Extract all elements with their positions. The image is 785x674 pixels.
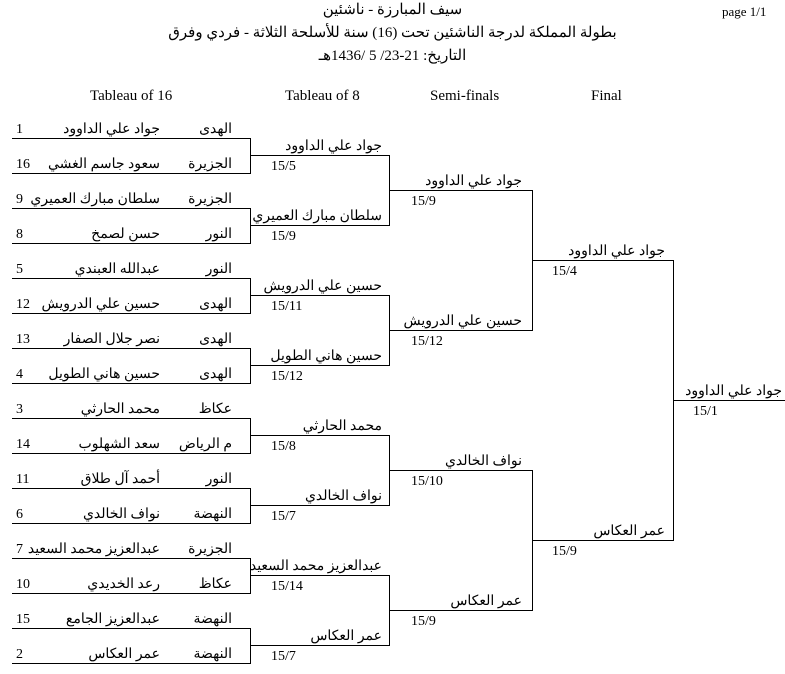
final-winner: جواد علي الداوود <box>568 244 665 259</box>
t16-club: عكاظ <box>198 402 232 417</box>
final-line <box>533 540 673 541</box>
t16-club: الجزيرة <box>188 192 232 207</box>
t16-seed: 2 <box>16 647 23 662</box>
t16-name: نواف الخالدي <box>82 507 160 522</box>
t16-name: محمد الحارثي <box>80 402 160 417</box>
t16-seed: 1 <box>16 122 23 137</box>
t16-line <box>12 628 250 629</box>
t16-club: عكاظ <box>198 577 232 592</box>
t8-score: 15/9 <box>271 229 296 244</box>
t16-club: الهدى <box>199 367 232 382</box>
t16-name: عمر العكاس <box>88 647 160 662</box>
t8-winner: محمد الحارثي <box>302 419 382 434</box>
semifinal-winner: عمر العكاس <box>450 594 522 609</box>
t16-seed: 11 <box>16 472 30 487</box>
t16-name: حسين علي الدرويش <box>41 297 160 312</box>
t16-seed: 5 <box>16 262 23 277</box>
t16-seed: 13 <box>16 332 30 347</box>
t16-seed: 12 <box>16 297 30 312</box>
date-line: التاريخ: 21-23/ 5 /1436هـ <box>318 48 467 64</box>
t16-club: النهضة <box>193 612 232 627</box>
t16-name: أحمد آل طلاق <box>80 472 160 487</box>
semifinal-score: 15/12 <box>411 334 443 349</box>
semifinal-score: 15/9 <box>411 614 436 629</box>
t16-line <box>12 418 250 419</box>
t16-name: حسين هاني الطويل <box>48 367 160 382</box>
t16-connector <box>250 138 251 174</box>
t8-score: 15/5 <box>271 159 296 174</box>
t16-seed: 6 <box>16 507 23 522</box>
t16-seed: 15 <box>16 612 30 627</box>
t16-club: النور <box>205 227 232 242</box>
t16-connector <box>250 278 251 314</box>
semifinal-score: 15/10 <box>411 474 443 489</box>
t16-connector <box>250 488 251 524</box>
t16-line <box>12 558 250 559</box>
t16-club: م الرياض <box>178 437 232 452</box>
semifinal-winner: جواد علي الداوود <box>425 174 522 189</box>
t8-score: 15/7 <box>271 649 296 664</box>
t8-winner: عبدالعزيز محمد السعيد <box>249 559 382 574</box>
semifinal-line <box>390 610 532 611</box>
t8-winner: حسين علي الدرويش <box>263 279 382 294</box>
t16-name: رعد الخديدي <box>87 577 160 592</box>
t16-seed: 3 <box>16 402 23 417</box>
t16-line <box>12 313 250 314</box>
t8-winner: نواف الخالدي <box>304 489 382 504</box>
t16-seed: 9 <box>16 192 23 207</box>
final-score: 15/4 <box>552 264 577 279</box>
column-header-final: Final <box>591 88 622 104</box>
t16-name: جواد علي الداوود <box>63 122 160 137</box>
t16-seed: 8 <box>16 227 23 242</box>
t8-score: 15/8 <box>271 439 296 454</box>
t8-score: 15/7 <box>271 509 296 524</box>
t16-line <box>12 348 250 349</box>
t16-club: الهدى <box>199 332 232 347</box>
t16-name: سلطان مبارك العميري <box>30 192 160 207</box>
t16-club: الهدى <box>199 297 232 312</box>
t16-line <box>12 208 250 209</box>
t16-name: سعود جاسم الغشي <box>48 157 160 172</box>
t16-line <box>12 523 250 524</box>
final-winner: عمر العكاس <box>593 524 665 539</box>
t16-name: عبدالله العبندي <box>74 262 160 277</box>
t8-line <box>251 505 389 506</box>
champion-name: جواد علي الداوود <box>685 384 782 399</box>
t16-seed: 7 <box>16 542 23 557</box>
t8-winner: عمر العكاس <box>310 629 382 644</box>
t16-line <box>12 453 250 454</box>
t8-winner: جواد علي الداوود <box>285 139 382 154</box>
t8-winner: سلطان مبارك العميري <box>252 209 382 224</box>
semifinal-line <box>390 190 532 191</box>
t16-line <box>12 173 250 174</box>
t16-club: الجزيرة <box>188 157 232 172</box>
t16-seed: 4 <box>16 367 23 382</box>
semifinal-winner: حسين علي الدرويش <box>403 314 522 329</box>
t16-name: سعد الشهلوب <box>78 437 160 452</box>
t16-club: النور <box>205 262 232 277</box>
t16-seed: 10 <box>16 577 30 592</box>
t16-connector <box>250 348 251 384</box>
t16-line <box>12 278 250 279</box>
t16-connector <box>250 208 251 244</box>
t16-name: عبدالعزيز الجامع <box>65 612 160 627</box>
t16-name: عبدالعزيز محمد السعيد <box>27 542 160 557</box>
t8-winner: حسين هاني الطويل <box>270 349 382 364</box>
t16-line <box>12 243 250 244</box>
t16-club: النهضة <box>193 507 232 522</box>
t8-score: 15/14 <box>271 579 303 594</box>
t16-connector <box>250 418 251 454</box>
semifinal-line <box>390 330 532 331</box>
t16-club: الهدى <box>199 122 232 137</box>
t16-seed: 14 <box>16 437 30 452</box>
t16-line <box>12 488 250 489</box>
t8-line <box>251 645 389 646</box>
t16-line <box>12 138 250 139</box>
column-header-tableau16: Tableau of 16 <box>90 88 173 104</box>
champion-score: 15/1 <box>693 404 718 419</box>
t8-score: 15/12 <box>271 369 303 384</box>
tournament-subtitle: بطولة المملكة لدرجة الناشئين تحت (16) سنة للأسلحة الثلاثة - فردي وفرق <box>168 25 617 41</box>
champion-line <box>674 400 785 401</box>
page-title: سيف المبارزة - ناشئين <box>322 2 463 18</box>
semifinal-winner: نواف الخالدي <box>444 454 522 469</box>
t16-club: الجزيرة <box>188 542 232 557</box>
t16-line <box>12 663 250 664</box>
column-header-semifinals: Semi-finals <box>430 88 500 104</box>
t8-line <box>251 575 389 576</box>
t16-connector <box>250 628 251 664</box>
t16-club: النور <box>205 472 232 487</box>
t16-line <box>12 383 250 384</box>
final-line <box>533 260 673 261</box>
t16-line <box>12 593 250 594</box>
t8-line <box>251 365 389 366</box>
semifinal-line <box>390 470 532 471</box>
t8-line <box>251 225 389 226</box>
t8-line <box>251 295 389 296</box>
t16-club: النهضة <box>193 647 232 662</box>
t16-seed: 16 <box>16 157 30 172</box>
t16-name: حسن لصمخ <box>91 227 160 242</box>
semifinal-score: 15/9 <box>411 194 436 209</box>
t8-line <box>251 155 389 156</box>
column-header-tableau8: Tableau of 8 <box>285 88 360 104</box>
final-score: 15/9 <box>552 544 577 559</box>
t8-line <box>251 435 389 436</box>
page-number: page 1/1 <box>722 4 767 19</box>
t8-score: 15/11 <box>271 299 303 314</box>
t16-name: نصر جلال الصفار <box>63 332 160 347</box>
